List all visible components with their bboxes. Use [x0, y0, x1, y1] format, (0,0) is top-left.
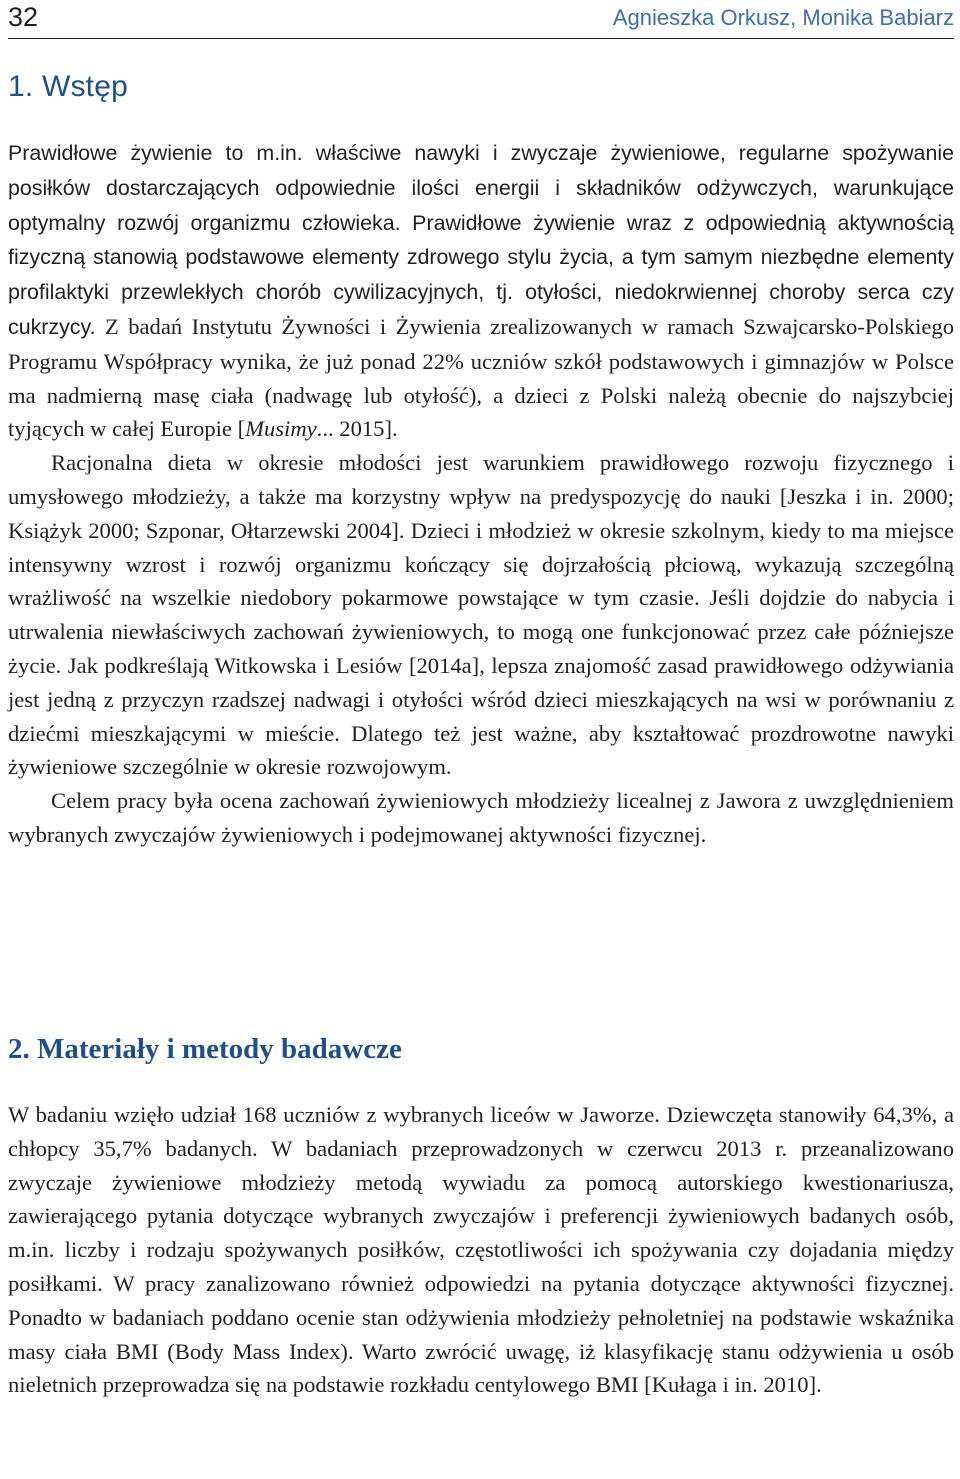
introduction-paragraph-1-serif-part: Z badań Instytutu Żywności i Żywienia zrealizowanych w ramach Szwajcarsko-Polskiego Programu Współpracy wynika, że już ponad 22% uczniów szkół podstawowych i gimnazjów w Polsce ma nadmierną masę ciała (nadwagę lub otyłość), a dzieci z Polski należą obecnie do najszybciej tyjących w całej Europie [ [8, 313, 954, 442]
introduction-paragraph-1-sans-part: Prawidłowe żywienie to m.in. właściwe nawyki i zwyczaje żywieniowe, regularne spożywanie posiłków dostarczających odpowiednie ilości energii i składników odżywczych, warunkujące optymalny rozwój organizmu człowieka. Prawidłowe żywienie wraz z odpowiednią aktywnością fizyczną stanowią podstawowe elementy zdrowego stylu życia, a tym samym niezbędne elementy profilaktyki przewlekłych chorób cywilizacyjnych, tj. otyłości, niedokrwiennej choroby serca czy cukrzycy. [8, 141, 954, 339]
introduction-paragraph-1-citation-end: ... 2015]. [316, 416, 398, 442]
section-heading-materials-methods: 2. Materiały i metody badawcze [8, 1033, 402, 1065]
introduction-paragraph-3: Celem pracy była ocena zachowań żywieniowych młodzieży licealnej z Jawora z uwzględnieniem wybranych zwyczajów żywieniowych i podejmowanej aktywności fizycznej. [8, 788, 954, 847]
introduction-paragraph-2: Racjonalna dieta w okresie młodości jest warunkiem prawidłowego rozwoju fizycznego i umysłowego młodzieży, a także ma korzystny wpływ na predyspozycję do nauki [Jeszka i in. 2000; Książyk 2000; Szponar, Ołtarzewski 2004]. Dzieci i młodzież w okresie szkolnym, kiedy to ma miejsce intensywny wzrost i rozwój organizmu kończący się dojrzałością płciową, wykazują szczególną wrażliwość na wszelkie niedobory pokarmowe powstające w tym czasie. Jeśli dojdzie do nabycia i utrwalenia niewłaściwych zachowań żywieniowych, to mogą one funkcjonować przez całe późniejsze życie. Jak podkreślają Witkowska i Lesiów [2014a], lepsza znajomość zasad prawidłowego odżywiania jest jedną z przyczyn rzadszej nadwagi i otyłości wśród dzieci mieszkających na wsi w porównaniu z dziećmi mieszkającymi w mieście. Dlatego też jest ważne, aby kształtować prozdrowotne nawyki żywieniowe szczególnie w okresie rozwojowym. [8, 450, 954, 780]
introduction-body [8, 136, 954, 852]
introduction-paragraph-1 [8, 136, 954, 446]
page-header [8, 0, 954, 39]
materials-methods-body [8, 1098, 954, 1402]
materials-methods-paragraph-1: W badaniu wzięło udział 168 uczniów z wybranych liceów w Jaworze. Dziewczęta stanowiły 64,3%, a chłopcy 35,7% badanych. W badaniach przeprowadzonych w czerwcu 2013 r. przeanalizowano zwyczaje żywieniowe młodzieży metodą wywiadu za pomocą autorskiego kwestionariusza, zawierającego pytania dotyczące wybranych zwyczajów i preferencji żywieniowych badanych osób, m.in. liczby i rodzaju spożywanych posiłków, częstotliwości ich spożywania czy dojadania między posiłkami. W pracy zanalizowano również odpowiedzi na pytania dotyczące aktywności fizycznej. Ponadto w badaniach poddano ocenie stan odżywienia młodzieży pełnoletniej na podstawie wskaźnika masy ciała BMI (Body Mass Index). Warto zwrócić uwagę, iż klasyfikację stanu odżywienia u osób nieletnich przeprowadza się na podstawie rozkładu centylowego BMI [Kułaga i in. 2010]. [8, 1102, 954, 1398]
running-head-authors: Agnieszka Orkusz, Monika Babiarz [612, 5, 954, 30]
page-number: 32 [8, 2, 39, 32]
section-heading-introduction: 1. Wstęp [8, 70, 128, 103]
citation-italic-title: Musimy [245, 416, 317, 442]
